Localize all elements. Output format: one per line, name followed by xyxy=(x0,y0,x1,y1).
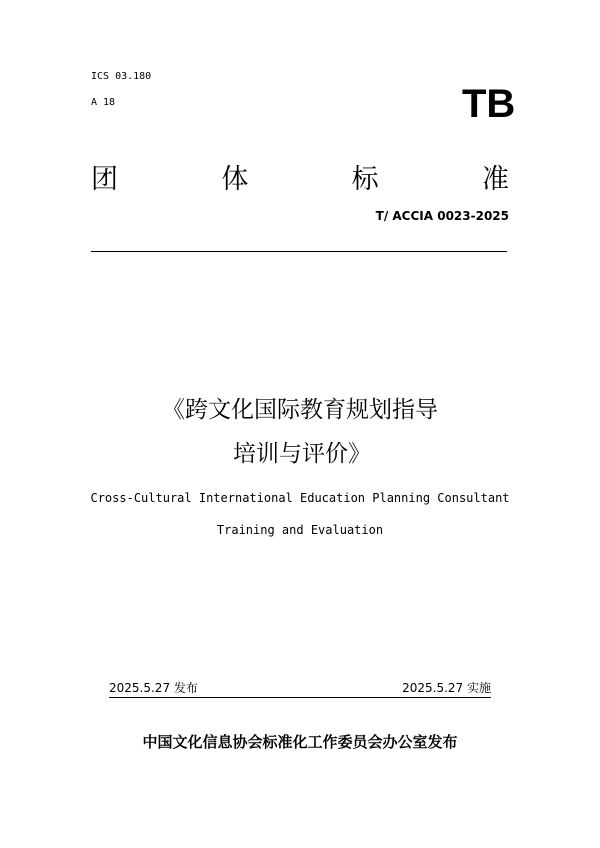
standard-type-char: 标 xyxy=(351,164,379,195)
standard-type-char: 体 xyxy=(221,164,249,195)
header-divider xyxy=(91,251,507,252)
release-date: 2025.5.27 发布 xyxy=(109,681,198,695)
title-english-line-2: Training and Evaluation xyxy=(216,523,384,537)
title-chinese-line-2: 培训与评价》 xyxy=(233,441,371,467)
standard-mark: TB xyxy=(462,82,516,126)
standard-type-char: 准 xyxy=(481,164,509,195)
title-chinese-line-1: 《跨文化国际教育规划指导 xyxy=(162,397,438,423)
standard-number: T/ ACCIA 0023-2025 xyxy=(375,209,509,223)
title-english-line-1: Cross-Cultural International Education Planning Consultant xyxy=(90,491,510,505)
standard-type-heading xyxy=(91,162,509,198)
classification-code: A 18 xyxy=(91,97,116,108)
date-row xyxy=(109,680,491,698)
implementation-date: 2025.5.27 实施 xyxy=(402,681,491,695)
publisher: 中国文化信息协会标准化工作委员会办公室发布 xyxy=(142,733,458,751)
ics-code: ICS 03.180 xyxy=(91,71,152,82)
standard-type-char: 团 xyxy=(91,164,118,195)
